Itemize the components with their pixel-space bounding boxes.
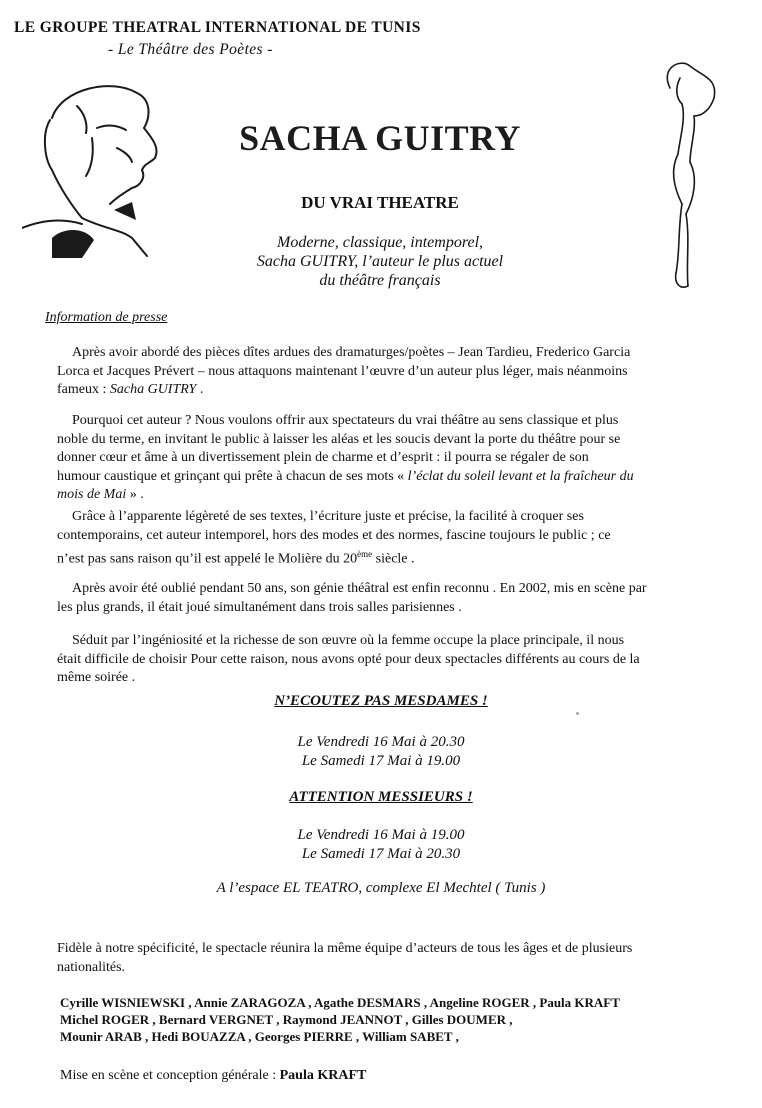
show-date: Le Vendredi 16 Mai à 19.00 [297, 827, 465, 843]
paragraph-line: n’est pas sans raison qu’il est appelé le Molière du 20 [57, 551, 358, 567]
paragraph-line: les plus grands, il était joué simultanément dans trois salles parisiennes . [57, 599, 462, 615]
paragraph-why-author [57, 412, 727, 505]
scan-speck [576, 712, 579, 715]
show-date: Le Samedi 17 Mai à 19.00 [301, 753, 461, 769]
page-subtitle: DU VRAI THEATRE [301, 193, 459, 212]
show-dates [0, 733, 762, 771]
tagline-line: Moderne, classique, intemporel, [276, 234, 484, 251]
organization-name: LE GROUPE THEATRAL INTERNATIONAL DE TUNIS [14, 19, 421, 36]
page-title: SACHA GUITRY [239, 118, 521, 158]
tagline-line: Sacha GUITRY, l’auteur le plus actuel [256, 253, 504, 270]
direction-credit [60, 1068, 366, 1084]
organization-subtitle: - Le Théâtre des Poètes - [108, 41, 273, 58]
credit-label: Mise en scène et conception générale : [60, 1068, 280, 1083]
show-date: Le Vendredi 16 Mai à 20.30 [297, 734, 465, 750]
paragraph-line: fameux : [57, 382, 110, 397]
venue-line: A l’espace EL TEATRO, complexe El Mechtel ( Tunis ) [216, 880, 546, 896]
paragraph-line: même soirée . [57, 670, 136, 685]
cast-line: Cyrille WISNIEWSKI , Annie ZARAGOZA , Agathe DESMARS , Angeline ROGER , Paula KRAFT [60, 995, 620, 1010]
quote-text: mois de Mai [57, 487, 127, 502]
paragraph-history [57, 580, 727, 617]
paragraph-style [57, 508, 727, 569]
dancer-figure-illustration [640, 58, 730, 298]
paragraph-closing [57, 940, 727, 977]
tagline [180, 233, 580, 290]
paragraph-line: noble du terme, en invitant le public à laisser les aléas et les soucis devant la porte du théâtre pour se [57, 431, 621, 447]
paragraph-line: était difficile de choisir Pour cette raison, nous avons opté pour deux spectacles différents au cours de la [57, 651, 640, 667]
paragraph-line: Après avoir été oublié pendant 50 ans, son génie théâtral est enfin reconnu . En 2002, mis en scène par [72, 581, 647, 596]
paragraph-choice [57, 632, 727, 688]
credit-name: Paula KRAFT [279, 1068, 367, 1083]
tagline-line: du théâtre français [319, 272, 441, 289]
paragraph-line: humour caustique et grinçant qui prête à chacun de ses mots « [57, 468, 408, 484]
superscript: ème [357, 549, 373, 559]
paragraph-line: Séduit par l’ingéniosité et la richesse de son œuvre où la femme occupe la place principale, il nous [72, 633, 625, 648]
paragraph-line-end: » . [126, 487, 144, 502]
cast-list [60, 994, 740, 1045]
author-name: Sacha GUITRY [109, 382, 197, 397]
paragraph-line: nationalités. [57, 959, 126, 975]
paragraph-line-end: . [196, 382, 204, 397]
paragraph-line: Grâce à l’apparente légèreté de ses textes, l’écriture juste et précise, la facilité à croquer ses [72, 509, 584, 524]
paragraph-line: Fidèle à notre spécificité, le spectacle réunira la même équipe d’acteurs de tous les âges et de plusieurs [57, 941, 633, 956]
paragraph-line: contemporains, cet auteur intemporel, hors des modes et des normes, fascine toujours le public ; ce [57, 527, 611, 543]
show-title: ATTENTION MESSIEURS ! [289, 789, 473, 805]
show-date: Le Samedi 17 Mai à 20.30 [301, 846, 461, 862]
paragraph-line: Pourquoi cet auteur ? Nous voulons offrir aux spectateurs du vrai théâtre au sens classique et plus [72, 413, 619, 428]
paragraph-line: Après avoir abordé des pièces dîtes ardues des dramaturges/poètes – Jean Tardieu, Frederico Garcia [72, 345, 631, 360]
quote-text: l’éclat du soleil levant et la fraîcheur du [407, 468, 634, 484]
press-info-heading: Information de presse [45, 310, 168, 325]
paragraph-line: Lorca et Jacques Prévert – nous attaquons maintenant l’œuvre d’un auteur plus léger, mais néanmoins [57, 363, 628, 379]
show-dates [0, 826, 762, 864]
paragraph-line-end: siècle . [372, 551, 415, 567]
paragraph-line: donner cœur et âme à un divertissement plein de charme et d’esprit : il pourra se régaler de son [57, 450, 589, 465]
cast-line: Michel ROGER , Bernard VERGNET , Raymond JEANNOT , Gilles DOUMER , [60, 1012, 513, 1027]
guitry-portrait-illustration [22, 78, 192, 258]
show-title: N’ECOUTEZ PAS MESDAMES ! [274, 693, 488, 709]
cast-line: Mounir ARAB , Hedi BOUAZZA , Georges PIERRE , William SABET , [60, 1029, 459, 1044]
paragraph-intro [57, 344, 727, 400]
